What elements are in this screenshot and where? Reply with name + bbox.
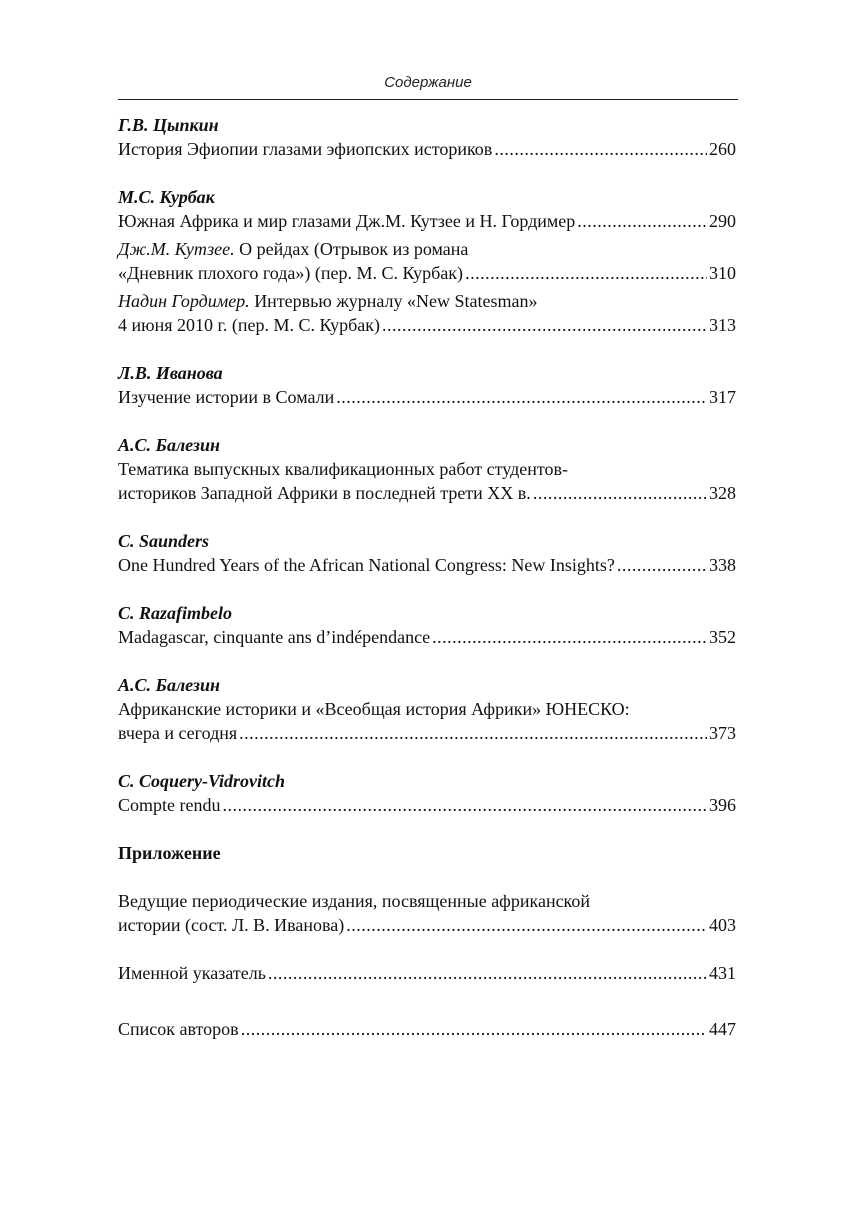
page-number: 373 [709, 723, 736, 743]
toc-entry-title: Madagascar, cinquante ans d’indépendance [118, 627, 431, 647]
page-number: 431 [709, 963, 736, 983]
toc-entry-title: Compte rendu [118, 795, 221, 815]
toc-entry-title-line: Ведущие периодические издания, посвященные африканской [118, 891, 591, 911]
toc-entry-title-line: Интервью журналу «New Statesman» [249, 291, 538, 311]
toc-entry-title: One Hundred Years of the African National Congress: New Insights? [118, 555, 615, 575]
toc-entry[interactable] [118, 961, 736, 985]
toc-entry-title: вчера и сегодня [118, 723, 238, 743]
toc-entry[interactable] [118, 209, 736, 233]
toc-entry-author-italic: Надин Гордимер. [118, 291, 250, 311]
leader-dots [336, 385, 707, 409]
toc-entry[interactable] [118, 889, 736, 937]
toc-author: C. Coquery-Vidrovitch [118, 771, 286, 791]
leader-dots [465, 261, 707, 285]
appendix-heading: Приложение [118, 843, 221, 863]
toc-entry[interactable] [118, 793, 736, 817]
toc-entry-title: 4 июня 2010 г. (пер. М. С. Курбак) [118, 315, 381, 335]
toc-entry-author-italic: Дж.М. Кутзее. [118, 239, 235, 259]
leader-dots [494, 137, 707, 161]
toc-entry-title-line: О рейдах (Отрывок из романа [234, 239, 469, 259]
leader-dots [617, 553, 707, 577]
toc-entry[interactable] [118, 1017, 736, 1041]
page-number: 313 [709, 315, 736, 335]
page-number: 328 [709, 483, 736, 503]
toc-entry[interactable] [118, 385, 736, 409]
page-number: 403 [709, 915, 736, 935]
leader-dots [533, 481, 707, 505]
header-rule [118, 99, 738, 100]
toc-entry-title: Именной указатель [118, 963, 266, 983]
toc-entry-title: «Дневник плохого года») (пер. М. С. Курбак) [118, 263, 464, 283]
page-number: 310 [709, 263, 736, 283]
toc-author: C. Saunders [118, 531, 210, 551]
table-of-contents [118, 113, 736, 1041]
toc-entry-title: История Эфиопии глазами эфиопских историков [118, 139, 493, 159]
toc-entry-title-line: Тематика выпускных квалификационных работ студентов- [118, 459, 569, 479]
leader-dots [239, 721, 707, 745]
page-number: 396 [709, 795, 736, 815]
toc-entry[interactable] [118, 457, 736, 505]
page-number: 290 [709, 211, 736, 231]
leader-dots [241, 1017, 707, 1041]
page-number: 317 [709, 387, 736, 407]
toc-entry-title: историков Западной Африки в последней трети XX в. [118, 483, 531, 503]
toc-author: А.С. Балезин [118, 435, 220, 455]
toc-author: Г.В. Цыпкин [118, 115, 219, 135]
leader-dots [346, 913, 707, 937]
toc-entry-title: Южная Африка и мир глазами Дж.М. Кутзее и Н. Гордимер [118, 211, 576, 231]
toc-entry-title-line: Африканские историки и «Всеобщая история Африки» ЮНЕСКО: [118, 699, 630, 719]
leader-dots [222, 793, 707, 817]
toc-entry[interactable] [118, 625, 736, 649]
toc-entry[interactable] [118, 289, 736, 337]
toc-author: C. Razafimbelo [118, 603, 233, 623]
toc-author: А.С. Балезин [118, 675, 220, 695]
toc-author: М.С. Курбак [118, 187, 215, 207]
leader-dots [268, 961, 707, 985]
page-number: 338 [709, 555, 736, 575]
toc-entry[interactable] [118, 553, 736, 577]
leader-dots [577, 209, 707, 233]
page-number: 447 [709, 1019, 736, 1039]
page-number: 260 [709, 139, 736, 159]
leader-dots [382, 313, 707, 337]
toc-author: Л.В. Иванова [118, 363, 223, 383]
page-number: 352 [709, 627, 736, 647]
toc-entry-title: Изучение истории в Сомали [118, 387, 335, 407]
toc-entry[interactable] [118, 137, 736, 161]
toc-entry-title: Список авторов [118, 1019, 239, 1039]
toc-entry[interactable] [118, 697, 736, 745]
toc-entry-title: истории (сост. Л. В. Иванова) [118, 915, 345, 935]
running-head: Содержание [384, 74, 472, 91]
toc-entry[interactable] [118, 237, 736, 285]
leader-dots [432, 625, 707, 649]
